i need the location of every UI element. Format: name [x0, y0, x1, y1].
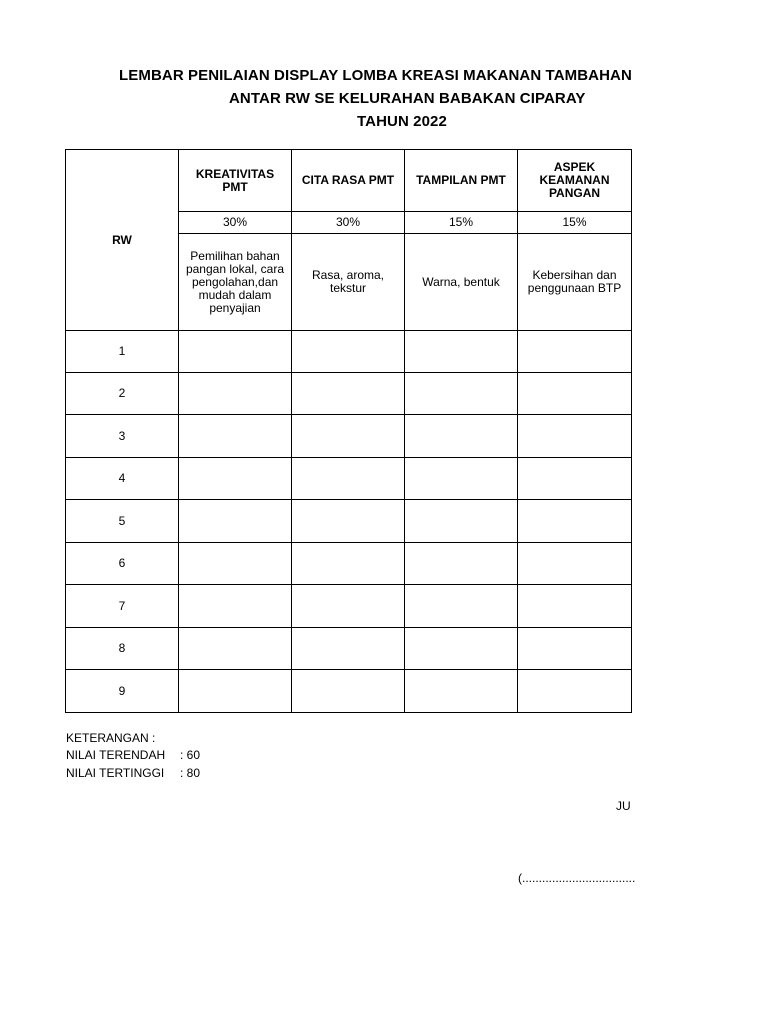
score-cell[interactable] — [179, 415, 292, 458]
score-cell[interactable] — [179, 373, 292, 415]
score-cell[interactable] — [179, 331, 292, 373]
score-cell[interactable] — [292, 458, 405, 500]
judge-label: JU — [616, 799, 631, 813]
table-row — [66, 500, 632, 543]
score-cell[interactable] — [518, 415, 632, 458]
rw-number: 3 — [66, 415, 179, 458]
table-row — [66, 585, 632, 628]
rw-number: 2 — [66, 373, 179, 415]
table-row — [66, 543, 632, 585]
score-cell[interactable] — [405, 415, 518, 458]
score-cell[interactable] — [179, 628, 292, 670]
score-cell[interactable] — [292, 415, 405, 458]
title-line-2: ANTAR RW SE KELURAHAN BABAKAN CIPARAY — [229, 90, 586, 107]
score-cell[interactable] — [405, 628, 518, 670]
score-cell[interactable] — [405, 458, 518, 500]
score-cell[interactable] — [179, 543, 292, 585]
score-cell[interactable] — [518, 670, 632, 713]
score-cell[interactable] — [405, 585, 518, 628]
score-cell[interactable] — [518, 458, 632, 500]
score-cell[interactable] — [292, 500, 405, 543]
criterion-header: ASPEK KEAMANAN PANGAN — [518, 150, 632, 212]
criterion-weight: 15% — [405, 212, 518, 234]
rw-number: 4 — [66, 458, 179, 500]
rw-number: 7 — [66, 585, 179, 628]
score-cell[interactable] — [292, 373, 405, 415]
table-row — [66, 415, 632, 458]
highest-score-label: NILAI TERTINGGI — [66, 766, 165, 780]
criterion-header: TAMPILAN PMT — [405, 150, 518, 212]
criterion-weight: 15% — [518, 212, 632, 234]
score-cell[interactable] — [179, 670, 292, 713]
criterion-description: Warna, bentuk — [405, 234, 518, 331]
table-row — [66, 331, 632, 373]
criterion-description: Rasa, aroma, tekstur — [292, 234, 405, 331]
criterion-description: Kebersihan dan penggunaan BTP — [518, 234, 632, 331]
score-cell[interactable] — [292, 585, 405, 628]
score-cell[interactable] — [292, 670, 405, 713]
notes-heading: KETERANGAN : — [66, 731, 156, 745]
score-cell[interactable] — [518, 331, 632, 373]
assessment-table — [65, 149, 632, 713]
score-cell[interactable] — [405, 500, 518, 543]
criterion-weight: 30% — [292, 212, 405, 234]
criterion-header: KREATIVITAS PMT — [179, 150, 292, 212]
table-row — [66, 670, 632, 713]
rw-number: 6 — [66, 543, 179, 585]
signature-line: (.................................. — [518, 871, 636, 885]
criterion-weight: 30% — [179, 212, 292, 234]
score-cell[interactable] — [405, 670, 518, 713]
rw-number: 5 — [66, 500, 179, 543]
rw-number: 9 — [66, 670, 179, 713]
lowest-score-value: : 60 — [180, 748, 201, 762]
lowest-score-label: NILAI TERENDAH — [66, 748, 166, 762]
score-cell[interactable] — [292, 331, 405, 373]
score-cell[interactable] — [405, 543, 518, 585]
criterion-description: Pemilihan bahan pangan lokal, cara pengolahan,dan mudah dalam penyajian — [179, 234, 292, 331]
score-cell[interactable] — [518, 585, 632, 628]
score-cell[interactable] — [518, 543, 632, 585]
title-line-1: LEMBAR PENILAIAN DISPLAY LOMBA KREASI MAKANAN TAMBAHAN — [119, 67, 632, 84]
score-cell[interactable] — [179, 500, 292, 543]
rw-number: 1 — [66, 331, 179, 373]
table-row — [66, 628, 632, 670]
rw-number: 8 — [66, 628, 179, 670]
score-cell[interactable] — [518, 500, 632, 543]
table-row — [66, 458, 632, 500]
score-cell[interactable] — [179, 458, 292, 500]
score-cell[interactable] — [405, 373, 518, 415]
title-line-3: TAHUN 2022 — [357, 113, 447, 130]
score-cell[interactable] — [292, 628, 405, 670]
criterion-header: CITA RASA PMT — [292, 150, 405, 212]
rw-header: RW — [66, 150, 179, 331]
score-cell[interactable] — [405, 331, 518, 373]
score-cell[interactable] — [518, 373, 632, 415]
highest-score-value: : 80 — [180, 766, 201, 780]
score-cell[interactable] — [292, 543, 405, 585]
score-cell[interactable] — [179, 585, 292, 628]
table-row — [66, 373, 632, 415]
score-cell[interactable] — [518, 628, 632, 670]
